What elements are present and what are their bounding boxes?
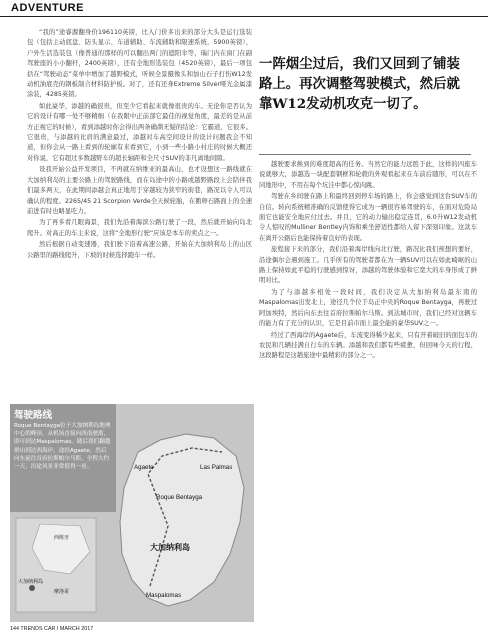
article-right-column [259, 160, 477, 363]
paragraph: 然后根据自动变速器，我们驶下沿着高速公路，开始在大加纳利岛上的山区公路里的路线爬升，下坡的时候选择跑车一样。 [27, 241, 252, 259]
section-label: ADVENTURE [11, 2, 84, 14]
map-title: 驾驶路线 [14, 410, 53, 421]
paragraph: “我的”途睿源翻身价196110英镑，比入门价多出来的部分大头是运行选装包（包括主动底盘、防头显示、车道辅助、车流辅助和限速系统，5900英镑），户外生活选装包（像普通的那样的可以翻出两门的遮阳伞等，瑞门内在窗门在副驾驶座的小小翻杆，2400英镑），还有全地形选装包（4520英镑），最后一项包括在“驾驶动态”菜单中增加了越野模式，听候全景摄像头和加山石子打伤W12发动机油底壳的钢板制合材料防护板。对了，还有还身Extreme Silver哑光金属漆涂装，4285英镑。 [27, 29, 252, 99]
paragraph: 为了再多看几眼海景，我们先沿着海滨公路行驶了一段，然后就开始向岛北爬升。对高正的车主来说，这将“全地形行驶”应该是本车的卖点之一。 [27, 219, 252, 237]
inset-canary: 大加纳利岛 [18, 579, 44, 585]
map-description: Roque Bentayga位于大加纳利岛地理中心的峰顶，从机场直接向西南驶离，即可到达Maspalomas。随后我们翻越群山到达西海岸，途经Agaete，然后向东前往首府拉斯帕尔马斯。全程大约一天，沿途风景非常值得一看。 [14, 423, 111, 471]
route-map [10, 404, 254, 622]
paragraph: 为了与添越多相处一段时间，我们决定从大加纳利岛最东南的Maspalomas出发北上，途径几个位于岛正中央的Roque Bentayga，再驶过阿加埃特，然后向东去往首府拉斯帕尔马斯。到达城市时，我们已经对这辆车的能力有了充分的认识，它是目前市面上最全能的豪华SUV之一。 [259, 288, 477, 328]
pull-quote-rule [259, 154, 471, 155]
place-las-palmas: Las Palmas [200, 464, 233, 471]
paragraph: 驾驶在乡间驶在路上和最终回到停车场的路上，你会感觉到这台SUV车的自信。转向系统精准确的反馈使得它成为一辆很容易驾驶的车，在面对危险局面它也能安全地应付过去。并且，它的动力输出稳定连贯，6.0升W12发动机令人惊叹的Mulliner Bentley内饰和乘坐舒适性都给人留下深刻印象。这款车在离开公路后也能保持着良好的表现。 [259, 193, 477, 242]
pull-quote: 一阵烟尘过后，我们又回到了铺装路上。再次调整驾驶模式，然后就靠W12发动机攻克一切了。 [259, 56, 460, 112]
inset-morocco: 摩洛哥 [54, 589, 70, 595]
header-rule [0, 16, 488, 17]
place-agaete: Agaete [134, 464, 154, 471]
header-band [0, 0, 488, 16]
place-maspalomas: Maspalomas [146, 592, 182, 599]
paragraph: 越驶要求换到的难度超高的任务。当然它的能力远胜于此，这样的四座车说就够大，添越选一块配套钢框和轮毂的外观看起来在车前后随形，可以在不同地形中，不用在每个坑洼中都心惊肉跳。 [259, 161, 477, 189]
place-roque-bentayga: Roque Bentayga [156, 494, 203, 501]
page-footer: 144 TRENDS CAR I MARCH 2017 [10, 626, 94, 632]
article-left-column [27, 28, 252, 262]
place-island: 大加纳利岛 [150, 543, 190, 552]
paragraph: 设我开始公益开发项目，不再就在纳维亚的最高山，也才设想这一路线就在大加纳利岛的主要公路上的驾驶路线，而在岛途中的小路或越野路段上会陪伴我们最多两天，在此期间添越会真正地用于穿越较为狭窄的街巷，路况以令人可以确认的程度。2265/45 21 Scorpion Verde全天候轮胎，在鹅卵石路面上的全速前进有时也略显吃力。 [27, 166, 252, 215]
paragraph: 经过了西海岸的Agaete后，车流变得稀少起来，只有开着破旧的面包车的农民和几辆挂满自行车的车辆。添越和我们都有些疲惫，但回味今天的行程，这段路程是这趟旅途中最精彩的部分之一。 [259, 331, 477, 360]
paragraph: 旅程接下来的部分，我们沿着海岸线向北行驶，路况比我们预想的要好，沿途偶尔会遇到施工。几乎所有的驾驶者都在为一辆SUV可以在如此崎岖的山路上保持如此平稳的行驶感到惊讶，添越的驾驶体验和它宽大的车身形成了鲜明对比。 [259, 246, 477, 285]
paragraph: 如此豪华，添越的确很贵，但至少它看起来就像很贵的车。无论你是否认为它的设计有哪一处不够精细（在我眼中正前部它最佳的视觉角度，最差的是从前方正视它的时候），看到添越时你会得出两条确凿无疑的结论：它霸道，它很多。它很贵，与添越的比肩的满意最过，添越对车高空间设计的设计问题我会不知道，但你会从一路上看到的轮廓有来看到它，小到一些小路小村庄的时候大概还对你说，它有超过多数越野车的超长轴距和全尺寸SUV的非凡离地间隙。 [27, 102, 252, 162]
inset-spain: 西班牙 [54, 535, 70, 541]
